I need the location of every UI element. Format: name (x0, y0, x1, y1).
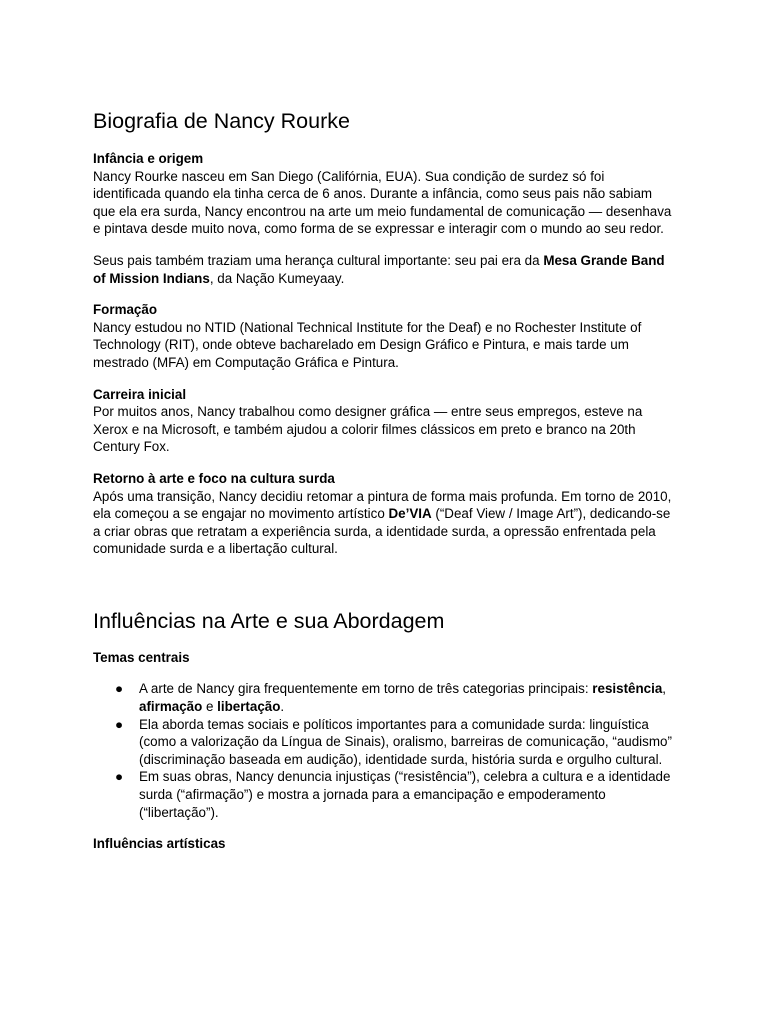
section-heading: Infância e origem (93, 151, 204, 166)
list-item (93, 768, 673, 821)
item-text-before: A arte de Nancy gira frequentemente em torno de três categorias principais: (139, 681, 593, 697)
themes-list (93, 680, 673, 821)
themes-heading: Temas centrais (93, 649, 190, 665)
section-paragraph (93, 488, 673, 558)
item-text: Em suas obras, Nancy denuncia injustiças (“resistência”), celebra a cultura e a identidade surda (“afirmação”) e mostra a jornada para a emancipação e empoderamento (“libertação”). (139, 769, 671, 820)
artistic-influences-heading: Influências artísticas (93, 836, 226, 852)
section-education (93, 301, 673, 371)
section-early-career (93, 386, 673, 456)
bold-libertacao: libertação (217, 699, 281, 715)
return-text-before: Após uma transição, Nancy decidiu retomar a pintura de forma mais profunda. Em torno de 2010, ela começou a se engajar no movimento artístico (93, 488, 672, 522)
return-text-after: (“Deaf View / Image Art”), dedicando-se a criar obras que retratam a experiência surda, a identidade surda, a opressão enfrentada pela comunidade surda e a libertação cultural. (93, 506, 671, 557)
bold-resistencia: resistência (592, 681, 663, 697)
devia-bold-text: De’VIA (388, 506, 432, 522)
document-content (93, 106, 673, 853)
section-heading: Formação (93, 302, 157, 318)
document-title: Biografia de Nancy Rourke (93, 109, 350, 133)
heritage-bold-text: Mesa Grande Band of Mission Indians (93, 252, 665, 286)
item-separator: e (202, 699, 218, 715)
bullet-icon: ● (115, 681, 124, 697)
influences-title: Influências na Arte e sua Abordagem (93, 608, 445, 633)
section-childhood (93, 150, 673, 238)
item-separator: , (662, 681, 667, 697)
heritage-text-after: , da Nação Kumeyaay. (209, 270, 345, 286)
section-paragraph: Nancy Rourke nasceu em San Diego (Califórnia, EUA). Sua condição de surdez só foi identificada quando ela tinha cerca de 6 anos. Durante a infância, como seus pais não sabiam que ela era surda, Nancy encontrou na arte um meio fundamental de comunicação — desenhava e pintava desde muito nova, como forma de se expressar e interagir com o mundo ao seu redor. (93, 168, 672, 237)
heritage-paragraph (93, 252, 673, 287)
bold-afirmacao: afirmação (139, 699, 203, 715)
section-return-to-art (93, 470, 673, 558)
bullet-icon: ● (115, 716, 124, 732)
section-heading: Retorno à arte e foco na cultura surda (93, 470, 335, 486)
section-paragraph: Nancy estudou no NTID (National Technical Institute for the Deaf) e no Rochester Institute of Technology (RIT), onde obteve bacharelado em Design Gráfico e Pintura, e mais tarde um mestrado (MFA) em Computação Gráfica e Pintura. (93, 319, 642, 370)
list-item (93, 680, 673, 715)
list-item (93, 716, 673, 769)
section-paragraph: Por muitos anos, Nancy trabalhou como designer gráfica — entre seus empregos, esteve na Xerox e na Microsoft, e também ajudou a colorir filmes clássicos em preto e branco na 20th Century Fox. (93, 404, 643, 455)
item-text: Ela aborda temas sociais e políticos importantes para a comunidade surda: linguística (como a valorização da Língua de Sinais), oralismo, barreiras de comunicação, “audismo” (discriminação baseada em audição), identidade surda, história surda e orgulho cultural. (139, 716, 672, 767)
heritage-text-before: Seus pais também traziam uma herança cultural importante: seu pai era da (93, 252, 544, 268)
item-text-after: . (280, 699, 285, 715)
bullet-icon: ● (115, 769, 124, 785)
section-heading: Carreira inicial (93, 386, 187, 402)
